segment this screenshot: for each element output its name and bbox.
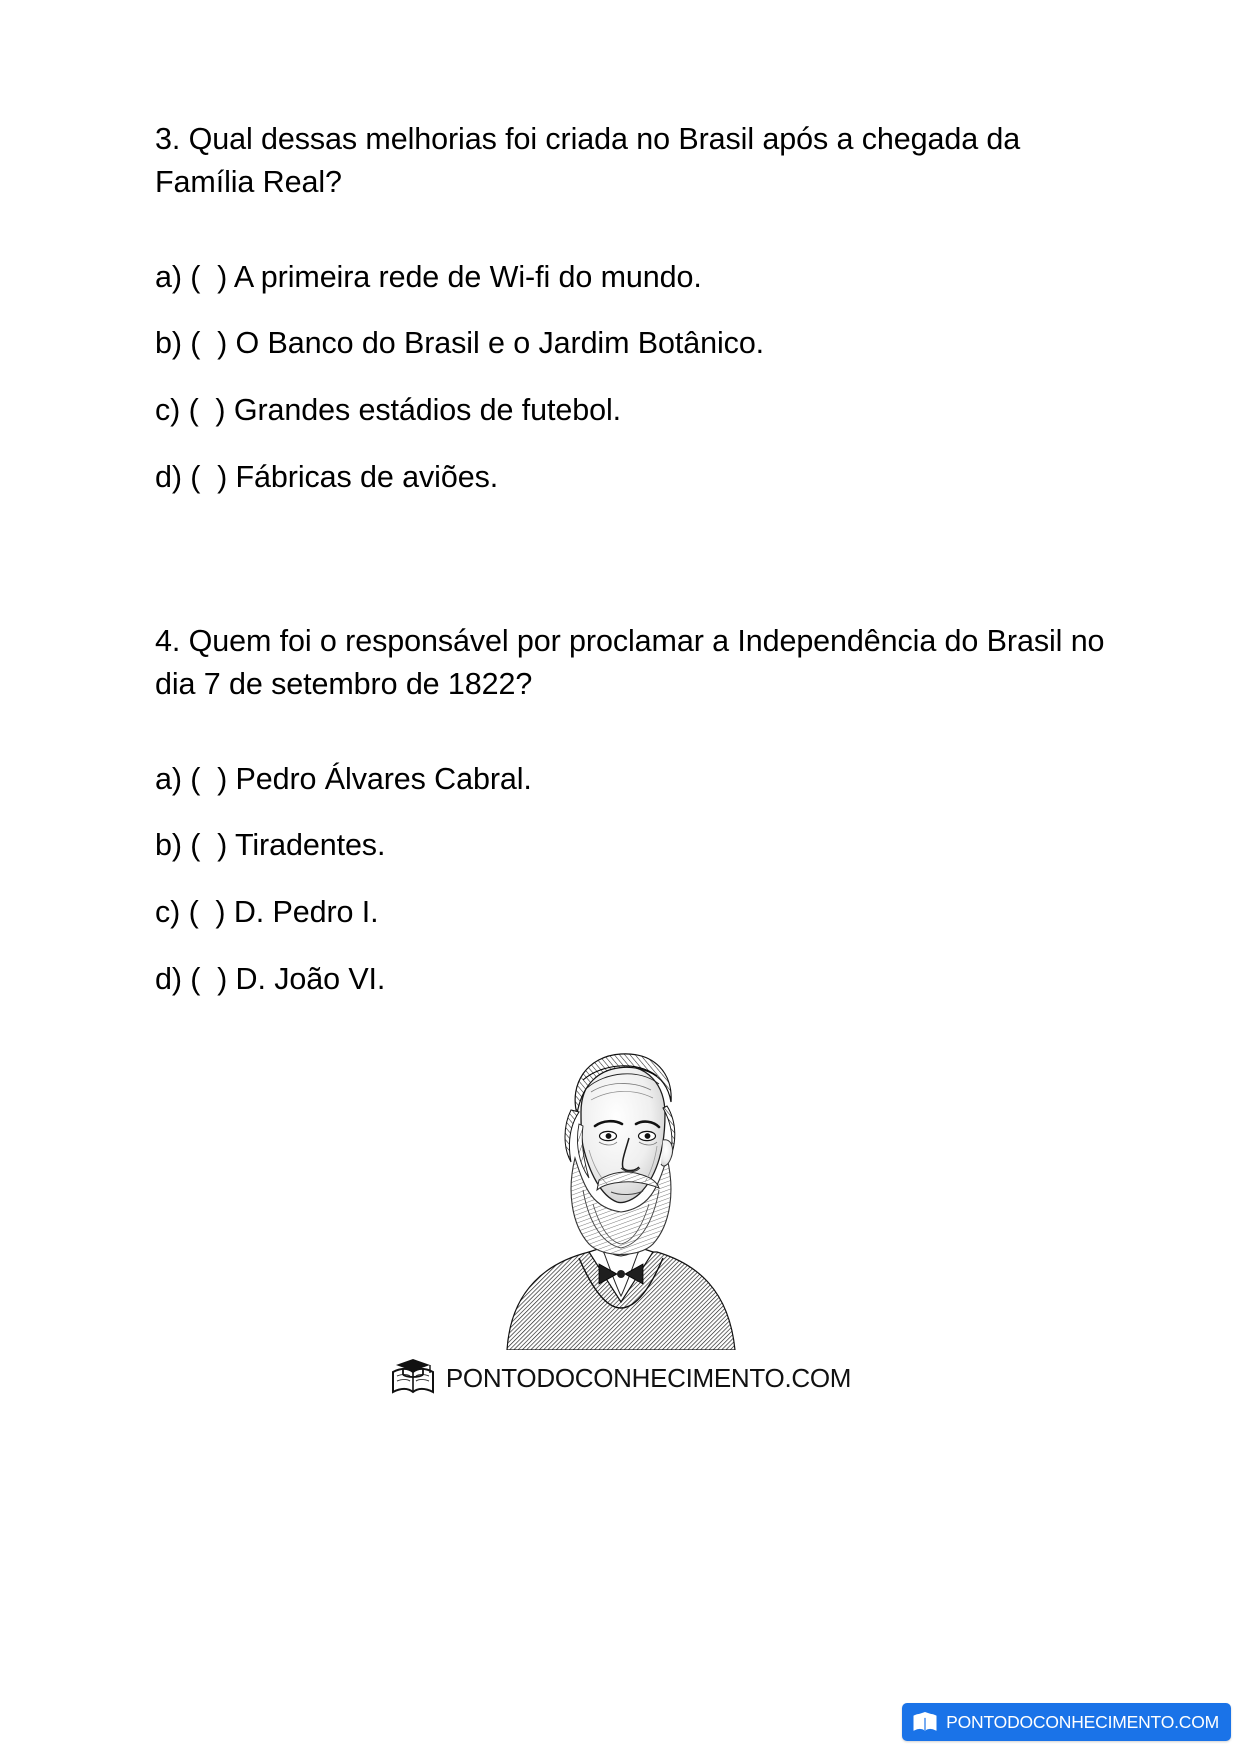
- figure-caption: [390, 1358, 851, 1398]
- questions-container: [155, 118, 1113, 1026]
- option-3-b-marker[interactable]: b) ( ): [155, 326, 236, 361]
- question-4-text: 4. Quem foi o responsável por proclamar a Independência do Brasil no dia 7 de setembro de 1822?: [155, 624, 1113, 702]
- option-4-a[interactable]: [155, 759, 1105, 800]
- question-3-options: [155, 257, 1105, 498]
- portrait-image: [471, 1040, 771, 1350]
- portrait-engraving-svg: [471, 1040, 771, 1350]
- option-3-d[interactable]: [155, 457, 1105, 498]
- option-4-c-label: D. Pedro I.: [233, 895, 379, 930]
- watermark-badge: [902, 1703, 1231, 1741]
- option-4-a-marker[interactable]: a) ( ): [155, 761, 236, 796]
- watermark-label: PONTODOCONHECIMENTO.COM: [946, 1711, 1219, 1732]
- option-3-a[interactable]: [155, 257, 1105, 298]
- option-3-c-label: Grandes estádios de futebol.: [233, 393, 622, 428]
- option-3-b-label: O Banco do Brasil e o Jardim Botânico.: [235, 326, 765, 361]
- option-4-b-marker[interactable]: b) ( ): [155, 828, 235, 863]
- question-4-options: [155, 759, 1105, 1000]
- question-block-4: [155, 620, 1113, 1000]
- option-4-d[interactable]: [155, 959, 1105, 1000]
- section-spacer: [155, 524, 1105, 620]
- option-3-a-label: A primeira rede de Wi-fi do mundo.: [233, 259, 702, 294]
- question-block-3: [155, 118, 1105, 498]
- option-4-c[interactable]: [155, 892, 1105, 933]
- option-3-d-marker[interactable]: d) ( ): [155, 460, 236, 495]
- figure-caption-text: PONTODOCONHECIMENTO.COM: [445, 1362, 852, 1393]
- question-3-text: 3. Qual dessas melhorias foi criada no Brasil após a chegada da Família Real?: [155, 122, 1029, 200]
- option-4-d-label: D. João VI.: [235, 962, 386, 997]
- option-3-b[interactable]: [155, 323, 1105, 364]
- graduation-book-icon: [390, 1358, 436, 1398]
- option-4-b[interactable]: [155, 825, 1105, 866]
- option-4-b-label: Tiradentes.: [234, 828, 386, 863]
- figure-portrait: [0, 1040, 1241, 1398]
- option-4-d-marker[interactable]: d) ( ): [155, 962, 236, 997]
- option-3-c[interactable]: [155, 390, 1105, 431]
- option-3-c-marker[interactable]: c) ( ): [155, 393, 234, 428]
- option-3-d-label: Fábricas de aviões.: [235, 460, 499, 495]
- option-4-a-label: Pedro Álvares Cabral.: [235, 761, 532, 796]
- option-3-a-marker[interactable]: a) ( ): [155, 259, 234, 294]
- option-4-c-marker[interactable]: c) ( ): [155, 895, 234, 930]
- book-badge-icon: [912, 1711, 938, 1733]
